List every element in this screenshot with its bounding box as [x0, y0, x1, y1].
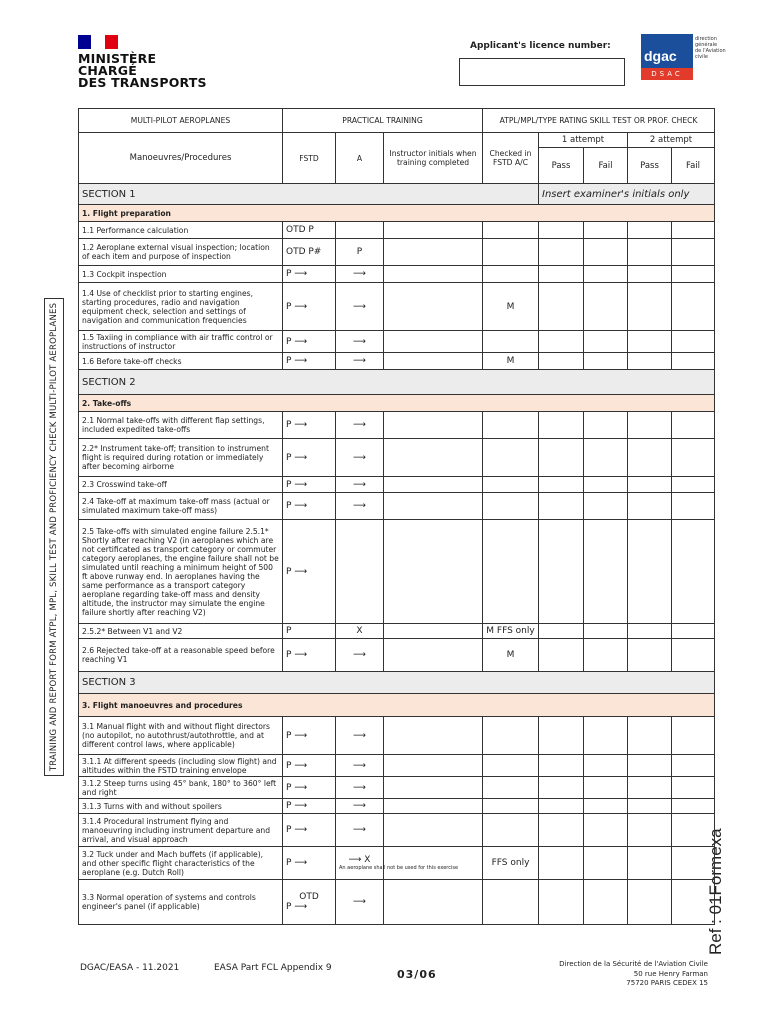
col-group-practical-training: PRACTICAL TRAINING — [283, 109, 483, 133]
pass-1-cell[interactable] — [539, 331, 584, 353]
pass-1-cell[interactable] — [539, 266, 584, 283]
manoeuvre-row — [79, 624, 715, 639]
aircraft-mark: ⟶ — [336, 755, 384, 777]
fail-1-cell[interactable] — [584, 624, 628, 639]
manoeuvre-row — [79, 777, 715, 799]
pass-1-cell[interactable] — [539, 412, 584, 439]
instructor-initials-cell[interactable] — [384, 283, 483, 331]
aircraft-mark — [336, 520, 384, 624]
fail-2-cell[interactable] — [672, 777, 715, 799]
checked-in-cell: FFS only — [483, 847, 539, 880]
pass-1-cell[interactable] — [539, 520, 584, 624]
aircraft-mark: ⟶ — [336, 639, 384, 672]
side-title: TRAINING AND REPORT FORM ATPL, MPL, SKILL TEST AND PROFICIENCY CHECK MULTI-PILOT AEROPLANES — [49, 302, 59, 772]
page-number: 03/06 — [397, 968, 437, 981]
checked-in-cell — [483, 799, 539, 814]
manoeuvre-text: 1.6 Before take-off checks — [79, 353, 283, 370]
checked-in-cell — [483, 777, 539, 799]
fail-1-cell[interactable] — [584, 520, 628, 624]
checked-in-cell: M FFS only — [483, 624, 539, 639]
fail-2-cell[interactable] — [672, 847, 715, 880]
fstd-mark: P ⟶ — [283, 477, 336, 493]
manoeuvre-row — [79, 814, 715, 847]
checked-in-cell — [483, 520, 539, 624]
col-pass-1: Pass — [539, 148, 584, 184]
fstd-mark: P ⟶ — [283, 493, 336, 520]
aircraft-mark: ⟶ — [336, 493, 384, 520]
fstd-mark: P ⟶ — [283, 847, 336, 880]
aircraft-mark: ⟶ — [336, 353, 384, 370]
instructor-initials-cell[interactable] — [384, 412, 483, 439]
checked-in-cell — [483, 493, 539, 520]
marianne-flag-icon — [78, 35, 118, 49]
manoeuvre-text: 2.2* Instrument take-off; transition to instrument flight is required during rotation or immediately after becoming airborne — [79, 439, 283, 477]
manoeuvre-row — [79, 283, 715, 331]
pass-1-cell[interactable] — [539, 847, 584, 880]
pass-1-cell[interactable] — [539, 777, 584, 799]
manoeuvre-text: 3.1 Manual flight with and without flight directors (no autopilot, no autothrust/autothrottle, and at different control laws, where applicable) — [79, 717, 283, 755]
manoeuvre-text: 1.4 Use of checklist prior to starting engines, starting procedures, radio and navigation equipment check, selection and settings of navigation and communication frequencies — [79, 283, 283, 331]
pass-1-cell[interactable] — [539, 639, 584, 672]
manoeuvre-row — [79, 412, 715, 439]
pass-2-cell[interactable] — [628, 520, 672, 624]
manoeuvre-text: 1.1 Performance calculation — [79, 222, 283, 239]
pass-2-cell[interactable] — [628, 266, 672, 283]
licence-number-field[interactable] — [459, 58, 625, 86]
instructor-initials-cell[interactable] — [384, 799, 483, 814]
fail-1-cell[interactable] — [584, 847, 628, 880]
aircraft-mark: ⟶ — [336, 477, 384, 493]
fail-1-cell[interactable] — [584, 639, 628, 672]
checked-in-cell — [483, 239, 539, 266]
fstd-mark: P ⟶ — [283, 717, 336, 755]
instructor-initials-cell[interactable] — [384, 814, 483, 847]
fstd-mark: OTD P# — [283, 239, 336, 266]
fail-2-cell[interactable] — [672, 639, 715, 672]
pass-1-cell[interactable] — [539, 880, 584, 925]
aircraft-mark: X — [336, 624, 384, 639]
fail-1-cell[interactable] — [584, 412, 628, 439]
pass-2-cell[interactable] — [628, 283, 672, 331]
manoeuvre-text: 1.3 Cockpit inspection — [79, 266, 283, 283]
footer-appendix: EASA Part FCL Appendix 9 — [214, 963, 332, 973]
checked-in-cell: M — [483, 283, 539, 331]
fail-1-cell[interactable] — [584, 799, 628, 814]
instructor-initials-cell[interactable] — [384, 639, 483, 672]
fail-2-cell[interactable] — [672, 266, 715, 283]
training-form-table — [78, 108, 715, 925]
fstd-mark: P ⟶ — [283, 283, 336, 331]
col-fstd: FSTD — [283, 133, 336, 184]
fail-1-cell[interactable] — [584, 493, 628, 520]
aircraft-mark: ⟶ — [336, 412, 384, 439]
subsection-flight-manoeuvres: 3. Flight manoeuvres and procedures — [79, 694, 715, 717]
instructor-initials-cell[interactable] — [384, 520, 483, 624]
fstd-mark: P ⟶ — [283, 777, 336, 799]
checked-in-cell — [483, 717, 539, 755]
aircraft-mark — [336, 847, 459, 880]
instructor-initials-cell[interactable] — [384, 239, 483, 266]
pass-2-cell[interactable] — [628, 847, 672, 880]
manoeuvre-row — [79, 880, 715, 925]
col-manoeuvres: Manoeuvres/Procedures — [79, 133, 283, 184]
pass-2-cell[interactable] — [628, 222, 672, 239]
manoeuvre-text: 2.5.2* Between V1 and V2 — [79, 624, 283, 639]
instructor-initials-cell[interactable] — [384, 777, 483, 799]
manoeuvre-row — [79, 239, 715, 266]
manoeuvre-text: 3.1.3 Turns with and without spoilers — [79, 799, 283, 814]
side-title-box — [44, 298, 64, 776]
section-2-title: SECTION 2 — [79, 370, 715, 395]
fail-1-cell[interactable] — [584, 353, 628, 370]
pass-2-cell[interactable] — [628, 412, 672, 439]
fstd-mark: P ⟶ — [283, 755, 336, 777]
fstd-mark: P ⟶ — [283, 814, 336, 847]
pass-2-cell[interactable] — [628, 493, 672, 520]
section-3-title: SECTION 3 — [79, 672, 715, 694]
fail-1-cell[interactable] — [584, 814, 628, 847]
instructor-initials-cell[interactable] — [384, 331, 483, 353]
pass-1-cell[interactable] — [539, 283, 584, 331]
fail-2-cell[interactable] — [672, 814, 715, 847]
fail-2-cell[interactable] — [672, 520, 715, 624]
pass-2-cell[interactable] — [628, 814, 672, 847]
aircraft-mark: ⟶ — [336, 439, 384, 477]
fail-2-cell[interactable] — [672, 439, 715, 477]
col-fail-1: Fail — [584, 148, 628, 184]
instructor-initials-cell[interactable] — [384, 880, 483, 925]
manoeuvre-row — [79, 520, 715, 624]
pass-2-cell[interactable] — [628, 880, 672, 925]
manoeuvre-text: 2.1 Normal take-offs with different flap settings, included expedited take-offs — [79, 412, 283, 439]
manoeuvre-text: 2.5 Take-offs with simulated engine failure 2.5.1* Shortly after reaching V2 (in aeroplanes which are not certificated as transport category or commuter category aeroplanes, the engine failure shall not be simulated until reaching a minimum height of 500 ft above runway end. In aeroplanes having the same performance as a transport category aeroplane regarding take-off mass and density altitude, the instructor may simulate the engine failure shortly after reaching V2) — [79, 520, 283, 624]
instructor-initials-cell[interactable] — [384, 493, 483, 520]
pass-2-cell[interactable] — [628, 239, 672, 266]
manoeuvre-text: 1.2 Aeroplane external visual inspection; location of each item and purpose of inspection — [79, 239, 283, 266]
footer-address: Direction de la Sécurité de l'Aviation Civile 50 rue Henry Farman 75720 PARIS CEDEX 15 — [559, 960, 708, 987]
checked-in-cell — [483, 266, 539, 283]
aircraft-mark: ⟶ — [336, 777, 384, 799]
fstd-mark-line: OTD — [299, 892, 319, 902]
col-group-skill-test: ATPL/MPL/TYPE RATING SKILL TEST OR PROF. CHECK — [483, 109, 715, 133]
fail-2-cell[interactable] — [672, 717, 715, 755]
subsection-flight-preparation: 1. Flight preparation — [79, 205, 715, 222]
instructor-initials-cell[interactable] — [384, 353, 483, 370]
pass-2-cell[interactable] — [628, 755, 672, 777]
manoeuvre-text: 2.6 Rejected take-off at a reasonable speed before reaching V1 — [79, 639, 283, 672]
fstd-mark: P ⟶ — [283, 520, 336, 624]
fail-1-cell[interactable] — [584, 777, 628, 799]
pass-2-cell[interactable] — [628, 439, 672, 477]
fail-2-cell[interactable] — [672, 799, 715, 814]
col-attempt-2: 2 attempt — [628, 133, 715, 148]
instructor-initials-cell[interactable] — [384, 266, 483, 283]
aircraft-mark-value: ⟶ X — [348, 855, 371, 865]
pass-2-cell[interactable] — [628, 639, 672, 672]
checked-in-cell — [483, 412, 539, 439]
fail-1-cell[interactable] — [584, 880, 628, 925]
pass-1-cell[interactable] — [539, 222, 584, 239]
fail-2-cell[interactable] — [672, 283, 715, 331]
col-checked-in: Checked in FSTD A/C — [483, 133, 539, 184]
manoeuvre-row — [79, 717, 715, 755]
pass-1-cell[interactable] — [539, 439, 584, 477]
aircraft-mark: ⟶ — [336, 266, 384, 283]
fstd-mark: P ⟶ — [283, 799, 336, 814]
dgac-logo: dgac DSAC — [641, 34, 693, 80]
manoeuvre-row — [79, 266, 715, 283]
manoeuvre-row — [79, 439, 715, 477]
manoeuvre-text: 3.1.2 Steep turns using 45° bank, 180° to 360° left and right — [79, 777, 283, 799]
aircraft-mark: ⟶ — [336, 331, 384, 353]
manoeuvre-text: 2.3 Crosswind take-off — [79, 477, 283, 493]
instructor-initials-cell[interactable] — [384, 755, 483, 777]
manoeuvre-row — [79, 847, 715, 880]
pass-2-cell[interactable] — [628, 477, 672, 493]
fail-2-cell[interactable] — [672, 412, 715, 439]
section-1-title: SECTION 1 — [79, 184, 539, 205]
fstd-mark: P ⟶ — [283, 331, 336, 353]
fail-2-cell[interactable] — [672, 880, 715, 925]
insert-examiner-note: Insert examiner's initials only — [539, 184, 715, 205]
col-pass-2: Pass — [628, 148, 672, 184]
pass-2-cell[interactable] — [628, 331, 672, 353]
col-a: A — [336, 133, 384, 184]
fstd-mark: OTD P — [283, 222, 336, 239]
fail-2-cell[interactable] — [672, 755, 715, 777]
manoeuvre-row — [79, 755, 715, 777]
fail-2-cell[interactable] — [672, 353, 715, 370]
checked-in-cell — [483, 477, 539, 493]
fstd-mark: P ⟶ — [283, 266, 336, 283]
pass-2-cell[interactable] — [628, 624, 672, 639]
aircraft-mark — [336, 222, 384, 239]
pass-1-cell[interactable] — [539, 477, 584, 493]
aircraft-mark: ⟶ — [336, 814, 384, 847]
col-attempt-1: 1 attempt — [539, 133, 628, 148]
fail-1-cell[interactable] — [584, 331, 628, 353]
fail-1-cell[interactable] — [584, 717, 628, 755]
manoeuvre-row — [79, 477, 715, 493]
aircraft-mark: ⟶ — [336, 717, 384, 755]
fail-2-cell[interactable] — [672, 222, 715, 239]
instructor-initials-cell[interactable] — [384, 847, 483, 880]
fstd-mark: P ⟶ — [283, 439, 336, 477]
pass-2-cell[interactable] — [628, 799, 672, 814]
manoeuvre-row — [79, 799, 715, 814]
licence-number-label: Applicant's licence number: — [470, 41, 611, 51]
fstd-mark — [283, 880, 336, 925]
pass-1-cell[interactable] — [539, 755, 584, 777]
fail-1-cell[interactable] — [584, 755, 628, 777]
col-group-multi-pilot: MULTI-PILOT AEROPLANES — [79, 109, 283, 133]
fstd-mark: P ⟶ — [283, 412, 336, 439]
dgac-subtitle: direction générale de l'Aviation civile — [695, 36, 726, 60]
aircraft-mark: ⟶ — [336, 880, 384, 925]
fstd-mark-line: P ⟶ — [286, 902, 308, 912]
checked-in-cell — [483, 755, 539, 777]
checked-in-cell: M — [483, 353, 539, 370]
reference-label: Ref : 01Formexa — [706, 828, 725, 955]
aircraft-mark: ⟶ — [336, 283, 384, 331]
fail-2-cell[interactable] — [672, 239, 715, 266]
manoeuvre-text: 3.1.4 Procedural instrument flying and manoeuvring including instrument departure and arrival, and visual approach — [79, 814, 283, 847]
manoeuvre-row — [79, 222, 715, 239]
aircraft-mark: ⟶ — [336, 799, 384, 814]
pass-1-cell[interactable] — [539, 353, 584, 370]
fail-2-cell[interactable] — [672, 331, 715, 353]
checked-in-cell — [483, 814, 539, 847]
fail-1-cell[interactable] — [584, 239, 628, 266]
manoeuvre-text: 3.2 Tuck under and Mach buffets (if applicable), and other specific flight characteristics of the aeroplane (e.g. Dutch Roll) — [79, 847, 283, 880]
aircraft-note: An aeroplane shall not be used for this exercise — [339, 865, 459, 871]
fail-2-cell[interactable] — [672, 624, 715, 639]
pass-1-cell[interactable] — [539, 624, 584, 639]
aircraft-mark: P — [336, 239, 384, 266]
pass-1-cell[interactable] — [539, 814, 584, 847]
manoeuvre-row — [79, 331, 715, 353]
instructor-initials-cell[interactable] — [384, 477, 483, 493]
instructor-initials-cell[interactable] — [384, 717, 483, 755]
fail-1-cell[interactable] — [584, 222, 628, 239]
instructor-initials-cell[interactable] — [384, 222, 483, 239]
manoeuvre-text: 2.4 Take-off at maximum take-off mass (actual or simulated maximum take-off mass) — [79, 493, 283, 520]
pass-2-cell[interactable] — [628, 777, 672, 799]
manoeuvre-row — [79, 493, 715, 520]
fail-1-cell[interactable] — [584, 477, 628, 493]
instructor-initials-cell[interactable] — [384, 439, 483, 477]
pass-1-cell[interactable] — [539, 493, 584, 520]
fail-1-cell[interactable] — [584, 283, 628, 331]
fail-2-cell[interactable] — [672, 493, 715, 520]
checked-in-cell — [483, 880, 539, 925]
checked-in-cell — [483, 331, 539, 353]
fstd-mark: P — [283, 624, 336, 639]
fail-2-cell[interactable] — [672, 477, 715, 493]
fail-1-cell[interactable] — [584, 266, 628, 283]
fstd-mark: P ⟶ — [283, 353, 336, 370]
manoeuvre-text: 3.3 Normal operation of systems and controls engineer's panel (if applicable) — [79, 880, 283, 925]
checked-in-cell — [483, 439, 539, 477]
footer-form-code: DGAC/EASA - 11.2021 — [80, 963, 180, 973]
pass-1-cell[interactable] — [539, 717, 584, 755]
pass-2-cell[interactable] — [628, 353, 672, 370]
checked-in-cell — [483, 222, 539, 239]
checked-in-cell: M — [483, 639, 539, 672]
col-instructor-initials: Instructor initials when training completed — [384, 133, 483, 184]
instructor-initials-cell[interactable] — [384, 624, 483, 639]
pass-1-cell[interactable] — [539, 799, 584, 814]
manoeuvre-text: 3.1.1 At different speeds (including slow flight) and altitudes within the FSTD training envelope — [79, 755, 283, 777]
ministry-logo — [78, 35, 207, 89]
manoeuvre-text: 1.5 Taxiing in compliance with air traffic control or instructions of instructor — [79, 331, 283, 353]
fail-1-cell[interactable] — [584, 439, 628, 477]
pass-2-cell[interactable] — [628, 717, 672, 755]
subsection-take-offs: 2. Take-offs — [79, 395, 715, 412]
manoeuvre-row — [79, 639, 715, 672]
fstd-mark: P ⟶ — [283, 639, 336, 672]
pass-1-cell[interactable] — [539, 239, 584, 266]
manoeuvre-row — [79, 353, 715, 370]
ministry-name: MINISTÈRE CHARGÉ DES TRANSPORTS — [78, 51, 207, 90]
col-fail-2: Fail — [672, 148, 715, 184]
